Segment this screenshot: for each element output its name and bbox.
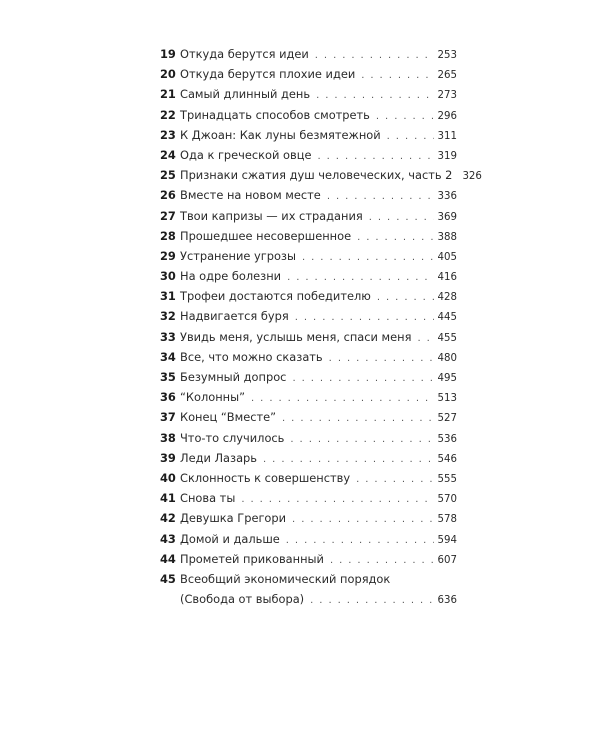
chapter-number: 27 (160, 208, 176, 223)
dot-leader (295, 308, 434, 328)
toc-entry[interactable] (160, 145, 457, 165)
chapter-title: Прошедшее несовершенное (180, 228, 352, 243)
toc-entry[interactable] (160, 367, 457, 387)
chapter-number: 26 (160, 188, 176, 203)
page-number: 326 (462, 171, 482, 183)
page-number: 513 (437, 393, 457, 405)
chapter-title: Тринадцать способов смотреть (180, 107, 370, 122)
chapter-title: На одре болезни (180, 269, 282, 284)
chapter-number: 36 (160, 390, 176, 405)
chapter-title: Трофеи достаются победителю (180, 289, 371, 304)
chapter-number: 28 (160, 228, 176, 243)
chapter-title: Конец “Вместе” (180, 410, 277, 425)
page-number: 570 (437, 494, 457, 506)
dot-leader (251, 389, 434, 409)
page-number: 296 (437, 110, 457, 122)
page-number: 311 (437, 130, 457, 142)
page-number: 319 (437, 150, 457, 162)
page-number: 527 (437, 413, 457, 425)
page-number: 416 (437, 272, 457, 284)
chapter-title: Всеобщий экономический порядок (180, 571, 391, 586)
dot-leader (357, 228, 433, 248)
toc-entry[interactable] (160, 327, 457, 347)
dot-leader (290, 430, 433, 450)
chapter-number: 38 (160, 430, 176, 445)
chapter-title: Снова ты (180, 491, 236, 506)
chapter-number: 35 (160, 370, 176, 384)
page-number: 594 (437, 534, 457, 546)
chapter-number: 25 (160, 168, 176, 183)
page-number: 445 (437, 312, 457, 324)
dot-leader (286, 531, 434, 551)
dot-leader (330, 551, 434, 571)
page-number: 428 (437, 292, 457, 304)
chapter-number: 21 (160, 87, 176, 102)
toc-entry[interactable] (160, 206, 457, 226)
page-number: 480 (437, 352, 457, 364)
chapter-title: Устранение угрозы (180, 248, 296, 263)
chapter-title-continued: (Свобода от выбора) (180, 592, 305, 607)
page-number: 546 (437, 453, 457, 465)
dot-leader (329, 349, 434, 369)
toc-entry[interactable] (160, 468, 457, 488)
page-number: 405 (437, 251, 457, 263)
page-number: 369 (437, 211, 457, 223)
chapter-title: Откуда берутся идеи (180, 47, 309, 61)
page-number: 607 (437, 554, 457, 566)
toc-entry[interactable] (160, 266, 457, 286)
page-number: 388 (437, 231, 457, 243)
chapter-title: Надвигается буря (180, 309, 289, 324)
chapter-title: Твои капризы — их страдания (180, 208, 363, 223)
chapter-number: 44 (160, 551, 176, 566)
toc-entry[interactable] (160, 185, 457, 205)
chapter-title: Увидь меня, услышь меня, спаси меня (180, 329, 412, 344)
toc-entry[interactable] (160, 246, 457, 266)
chapter-number: 31 (160, 289, 176, 304)
dot-leader (263, 450, 434, 470)
toc-entry[interactable] (160, 64, 457, 84)
page-number: 253 (437, 50, 457, 61)
toc-entry[interactable] (160, 407, 457, 427)
chapter-title: “Колонны” (180, 390, 245, 405)
chapter-title: Прометей прикованный (180, 551, 324, 566)
dot-leader (376, 107, 434, 127)
toc-entry[interactable] (160, 448, 457, 468)
chapter-number: 34 (160, 349, 176, 364)
dot-leader (369, 208, 434, 228)
dot-leader (387, 127, 434, 147)
page-number: 578 (437, 514, 457, 526)
chapter-title: Признаки сжатия душ человеческих, часть 2 (180, 168, 453, 183)
toc-entry-45-line1[interactable] (160, 569, 457, 589)
page-number: 536 (437, 433, 457, 445)
toc-entry[interactable] (160, 226, 457, 246)
chapter-number: 23 (160, 127, 176, 142)
page-number: 336 (437, 191, 457, 203)
page-number: 495 (437, 373, 457, 384)
dot-leader (356, 470, 433, 490)
toc-entry[interactable] (160, 84, 457, 104)
dot-leader (310, 591, 433, 611)
dot-leader (316, 86, 433, 106)
chapter-number: 42 (160, 511, 176, 526)
chapter-number: 45 (160, 571, 176, 586)
chapter-title: Откуда берутся плохие идеи (180, 67, 356, 82)
table-of-contents (160, 44, 482, 609)
toc-entry[interactable] (160, 105, 457, 125)
chapter-number: 29 (160, 248, 176, 263)
toc-entries (160, 44, 482, 569)
chapter-number: 24 (160, 147, 176, 162)
dot-leader (417, 329, 433, 349)
page-number: 265 (437, 70, 457, 82)
toc-entry[interactable] (160, 286, 457, 306)
chapter-number: 22 (160, 107, 176, 122)
toc-entry[interactable] (160, 428, 457, 448)
chapter-number: 33 (160, 329, 176, 344)
toc-entry[interactable] (160, 529, 457, 549)
chapter-title: Леди Лазарь (180, 450, 257, 465)
chapter-number: 43 (160, 531, 176, 546)
page-number: 273 (437, 90, 457, 102)
chapter-number: 37 (160, 410, 176, 425)
dot-leader (327, 187, 434, 207)
page-number: 636 (437, 595, 457, 607)
chapter-number: 19 (160, 47, 176, 61)
chapter-number: 20 (160, 67, 176, 82)
chapter-title: Вместе на новом месте (180, 188, 321, 203)
chapter-title: Все, что можно сказать (180, 349, 323, 364)
chapter-title: Безумный допрос (180, 370, 287, 384)
toc-entry[interactable] (160, 306, 457, 326)
toc-entry[interactable] (160, 387, 457, 407)
toc-entry[interactable] (160, 125, 457, 145)
dot-leader (292, 369, 433, 389)
chapter-number: 32 (160, 309, 176, 324)
toc-entry[interactable] (160, 165, 482, 185)
chapter-number: 41 (160, 491, 176, 506)
dot-leader (241, 490, 433, 510)
toc-entry[interactable] (160, 347, 457, 367)
dot-leader (282, 409, 434, 429)
toc-entry-45-line2[interactable] (160, 589, 457, 609)
dot-leader (317, 147, 433, 167)
dot-leader (287, 268, 433, 288)
chapter-title: Девушка Грегори (180, 511, 287, 526)
chapter-number: 30 (160, 269, 176, 284)
chapter-title: Самый длинный день (180, 87, 311, 102)
chapter-title: Склонность к совершенству (180, 470, 351, 485)
toc-entry[interactable] (160, 549, 457, 569)
dot-leader (361, 66, 433, 86)
chapter-title: К Джоан: Как луны безмятежной (180, 127, 381, 142)
toc-entry[interactable] (160, 488, 457, 508)
dot-leader (377, 288, 434, 308)
page-number: 555 (437, 473, 457, 485)
chapter-title: Домой и дальше (180, 531, 280, 546)
chapter-number: 40 (160, 470, 176, 485)
toc-entry[interactable] (160, 508, 457, 528)
chapter-number: 39 (160, 450, 176, 465)
chapter-title: Ода к греческой овце (180, 147, 312, 162)
toc-entry[interactable] (160, 44, 457, 64)
dot-leader (292, 510, 434, 530)
dot-leader (315, 46, 434, 66)
dot-leader (302, 248, 434, 268)
page-number: 455 (437, 332, 457, 344)
chapter-title: Что-то случилось (180, 430, 285, 445)
